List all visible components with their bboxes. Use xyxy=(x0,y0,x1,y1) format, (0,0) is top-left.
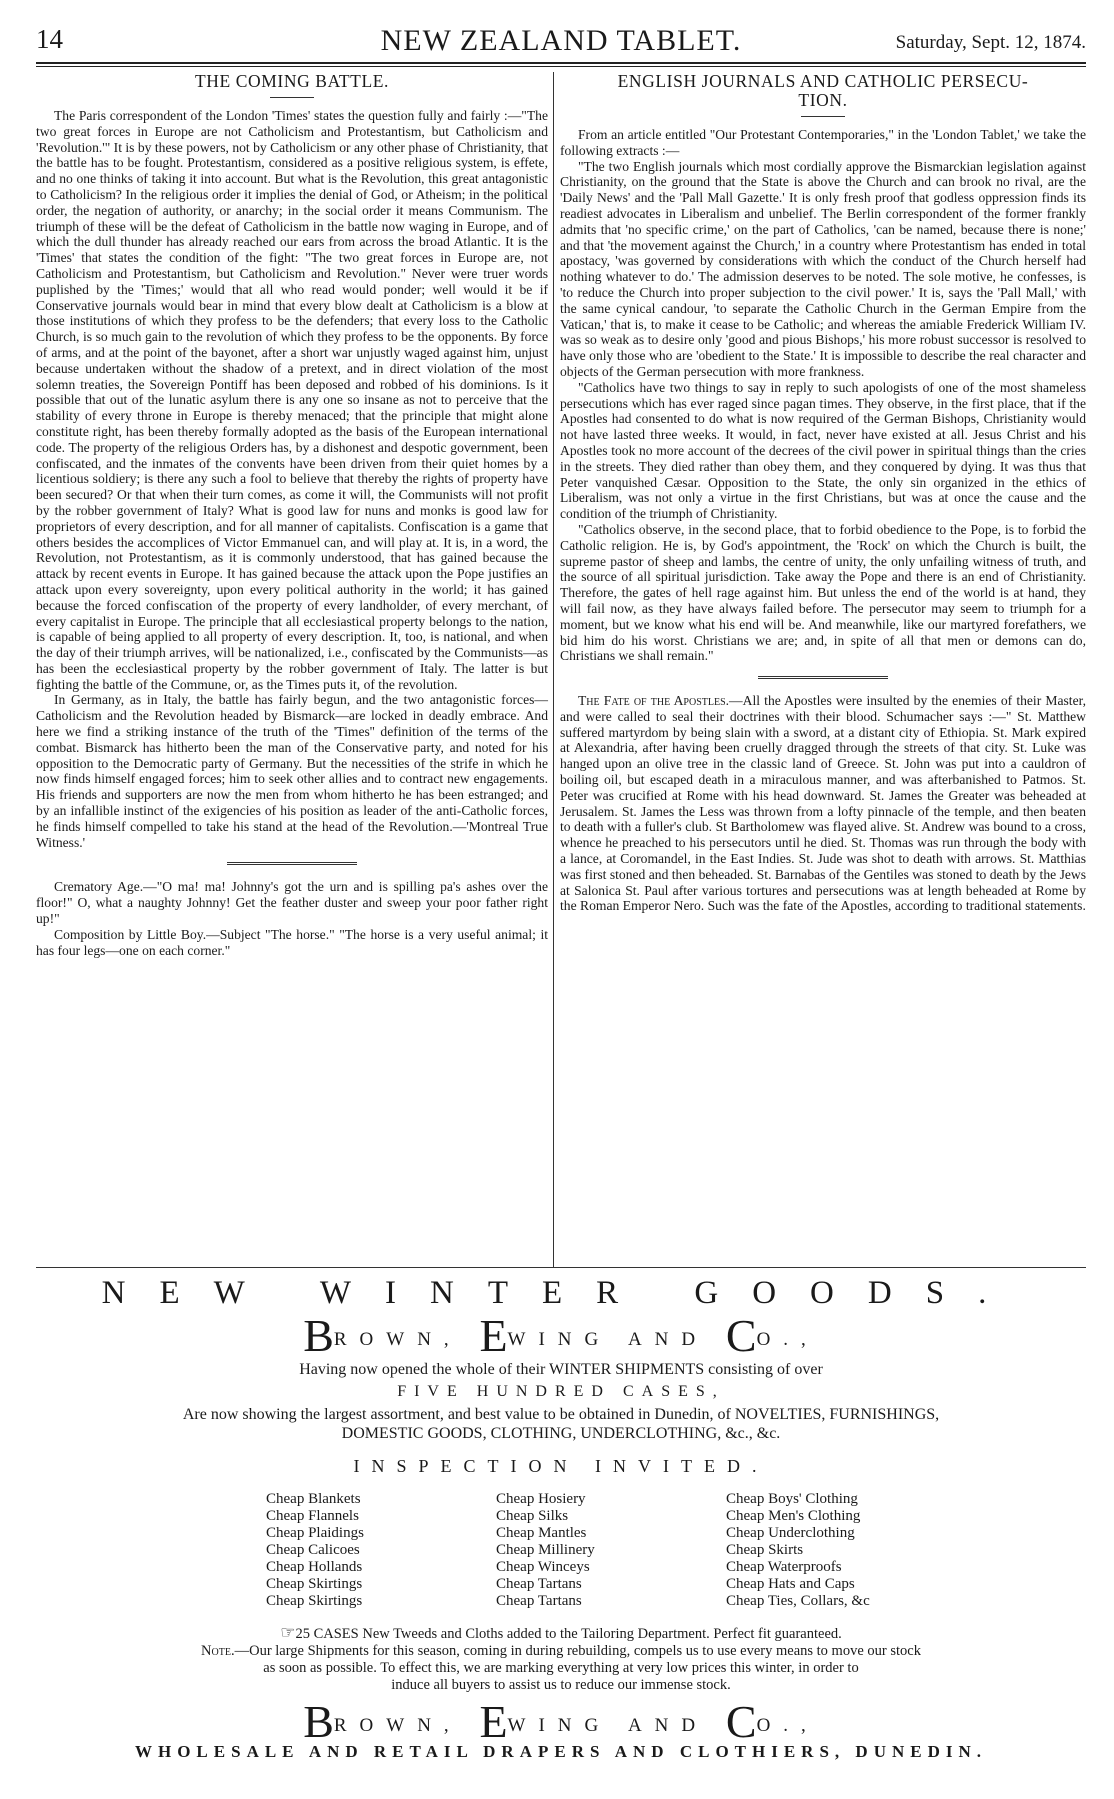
advert-item-columns xyxy=(76,1491,1086,1610)
article-heading-coming-battle: THE COMING BATTLE. xyxy=(194,71,390,91)
advert-item: Cheap Plaidings xyxy=(266,1525,364,1541)
article-paragraph: In Germany, as in Italy, the battle has fairly begun, and the two antagonistic forces—Catholicism and the Revolution headed by Bismarck—are locked in deadly embrace. And here we find a striking instance of the truth of the 'Times'' definition of the terms of the combat. Bismarck has hitherto been the man of the Conservative party, and noted for his opposition to the Democratic party of Germany. But the necessities of the strife in which he now finds himself engaged forces; him to seek other allies and to contract new engagements. His friends and supporters are now the men from whom hitherto he has been estranged; and by an infallible instinct of the exigencies of his position as leader of the anti-Catholic forces, he finds himself compelled to take his stand at the head of the Revolution.—'Montreal True Witness.' xyxy=(36,692,548,850)
firm-initial: C xyxy=(725,1310,757,1361)
advert-item: Cheap Waterproofs xyxy=(726,1559,842,1575)
firm-part: ROWN, xyxy=(333,1329,462,1350)
firm-name-bottom xyxy=(36,1696,1086,1747)
apostles-lead: The Fate of the Apostles. xyxy=(578,693,730,709)
heading-rule xyxy=(270,97,314,98)
apostles-text: —All the Apostles were insulted by the enemies of their Master, and were called to seal their doctrines with their blood. Schumacher says :—" St. Matthew suffered martyrdom by being slain with a sword, at a distant city of Ethiopia. St. Mark expired at Alexandria, after having been cruelly dragged through the streets of that city. St. Luke was hanged upon an olive tree in the classic land of Greece. St. John was put into a cauldron of boiling oil, but escaped death in a miraculous manner, and was afterbanished to Patmos. St. Peter was crucified at Rome with his head downward. St. James the Greater was beheaded at Jerusalem. St. James the Less was thrown from a lofty pinnacle of the temple, and then beaten to death with a fuller's club. St Bartholomew was flayed alive. St. Andrew was bound to a cross, whence he preached to his persecutors until he died. St. Thomas was run through the body with a lance, at Coromandel, in the East Indies. St. Jude was shot to death with arrows. St. Matthias was first stoned and then beheaded. St. Barnabas of the Gentiles was stoned to death by the Jews at Salonica St. Paul after various tortures and persecutions was at length beheaded at Rome by the Roman Emperor Nero. Such was the fate of the Apostles, according to traditional statements. xyxy=(560,693,1086,914)
advert-item: Cheap Silks xyxy=(496,1508,569,1524)
column-divider xyxy=(553,72,554,1267)
advert-note: induce all buyers to assist us to reduce our immense stock. xyxy=(391,1677,731,1693)
firm-part: O., xyxy=(756,1715,819,1736)
advert-item: Cheap Boys' Clothing xyxy=(726,1491,858,1507)
advert-intro: DOMESTIC GOODS, CLOTHING, UNDERCLOTHING, &c., &c. xyxy=(341,1425,781,1442)
left-column xyxy=(36,72,548,958)
newspaper-title: NEW ZEALAND TABLET. xyxy=(380,24,742,57)
section-rule xyxy=(227,862,357,865)
tailoring-notice xyxy=(36,1624,1086,1643)
article-paragraph: "The two English journals which most cordially approve the Bismarckian legislation against Christianity, on the ground that the State is above the Church and can brook no rival, are the 'Daily News' and the 'Pall Mall Gazette.' It is only fresh proof that godless oppression finds its readiest advocates in Liberalism and unbelief. The Berlin correspondent of the former frankly admits that 'no specific crime,' on the part of Catholics, 'can be named, because there is none;' and that 'the movement against the Church,' in a country where Protestantism has ended in total apostacy, 'was governed by considerations with which the conduct of the Church herself had nothing whatever to do.' The admission deserves to be noted. The sole motive, he confesses, is 'to reduce the Church into proper subjection to the civil power.' It is, says the 'Pall Mall,' with the same cynical candour, 'to separate the Catholic Church in the German Empire from the Vatican,' that is, to make it cease to be Catholic; and whereas the amiable Frederick William IV. was so weak as to desire only 'good and pious Bishops,' his more robust successor is resolved to have only those who are 'obedient to the State.' It is impossible to describe the real character and objects of the German persecution with more frankness. xyxy=(560,158,1086,379)
pointing-hand-icon: ☞ xyxy=(280,1623,296,1642)
firm-part: WING AND xyxy=(507,1715,709,1736)
advert-item: Cheap Men's Clothing xyxy=(726,1508,861,1524)
advert-note xyxy=(36,1643,1086,1660)
article-paragraph: "Catholics observe, in the second place, that to forbid obedience to the Pope, is to forbid the Catholic religion. He is, by God's appointment, the 'Rock' on which the Church is built, the supreme pastor of sheep and lambs, the centre of unity, the only unfailing witness of truth, and the source of all spiritual jurisdiction. Take away the Pope and there is an end of Christianity. Therefore, the gates of hell rage against him. But unless the end of the world is at hand, they will fail now, as they have always failed before. The persecutor may seem to triumph for a moment, but we know what his end will be. And meanwhile, like our martyred forefathers, we bid him do his worst. Christians we are; and, in spite of all that men or demons can do, Christians we shall remain." xyxy=(560,521,1086,664)
advert-item: Cheap Ties, Collars, &c xyxy=(726,1593,870,1609)
advert-item: Cheap Skirtings xyxy=(266,1576,363,1592)
advert-item: Cheap Skirtings xyxy=(266,1593,363,1609)
miscellany-item: Composition by Little Boy.—Subject "The horse." "The horse is a very useful animal; it has four legs—one on each corner." xyxy=(36,926,548,958)
advert-cases: FIVE HUNDRED CASES, xyxy=(397,1383,725,1400)
advert-intro: Having now opened the whole of their WINTER SHIPMENTS consisting of over xyxy=(299,1361,823,1378)
advert-inspection: INSPECTION INVITED. xyxy=(353,1456,769,1476)
note-label: Note. xyxy=(201,1643,235,1659)
advert-item: Cheap Tartans xyxy=(496,1576,582,1592)
firm-part: WING AND xyxy=(507,1329,709,1350)
issue-date: Saturday, Sept. 12, 1874. xyxy=(895,32,1086,53)
advert-item: Cheap Blankets xyxy=(266,1491,361,1507)
item-list xyxy=(726,1491,896,1610)
apostles-paragraph xyxy=(560,693,1086,914)
advert-item: Cheap Flannels xyxy=(266,1508,359,1524)
firm-part: O., xyxy=(756,1329,819,1350)
advert-item: Cheap Millinery xyxy=(496,1542,595,1558)
advertisement xyxy=(36,1270,1086,1762)
firm-initial: E xyxy=(479,1310,508,1361)
article-paragraph: The Paris correspondent of the London 'Times' states the question fully and fairly :—"The two great forces in Europe are not Catholicism and Protestantism, but Catholicism and 'Revolution.'" It is by these powers, not by Catholicism or any other phase of Christianity, that the battle has to be fought. Protestantism, considered as a positive religious system, is effete, and no one thinks of taking it into account. But what is the Revolution, this great antagonistic to Catholicism? In the religious order it implies the denial of God, or Atheism; in the political order, the negation of authority, or anarchy; in the social order it means Communism. The triumph of these will be the defeat of Catholicism in the battle now waging in Europe, and of which the dull thunder has already reached our ears from across the broad Atlantic. It is the 'Times' that states the condition of the fight: "The two great forces in Europe are, not Catholicism and Protestantism, but Catholicism and Revolution." Never were truer words puplished by the 'Times;' would that all who read would ponder; well would it be if Conservative journals would bear in mind that every blow dealt at Catholicism is a blow at those institutions of which they profess to be the defenders; that every loss to the Catholic Church, is so much gain to the revolution of which they profess to be the opponents. By force of arms, and at the point of the bayonet, after a short war unjustly waged against him, unjust because undertaken without the shadow of a pretext, and in direct violation of the most solemn treaties, the Sovereign Pontiff has been deposed and robbed of his dominions. Is it possible that out of the lunatic asylum there is any one so insane as not to perceive that the stability of every throne in Europe is thereby menaced; that the principle that might alone constitute right, has been thereby formally adopted as the basis of the European international code. The property of the religious Orders has, by a dishonest and despotic government, been confiscated, and the inmates of the convents have been driven from their quiet homes by a licentious soldiery; is there any such a fool to believe that thereby the rights of property have been secured? Or that when their turn comes, as come it will, the Communists will not profit by the robber government of Italy? What is good law for nuns and monks is good law for proprietors of every description, and for all manner of capitalists. Confiscation is a game that others besides the accomplices of Victor Emmanuel can, and will play at. It is, in a word, the Revolution, not Protestantism, as it is commonly understood, that has gained because the attack by recent events in Europe. It has gained because the attack upon the Pope justifies an attack upon every sovereignty, upon every political authority in the world; it has gained because the forced confiscation of the property of every landholder, of every merchant, of every capitalist in Europe. The principle that all ecclesiastical property belongs to the nation, is capable of being applied to all property of every description. It, too, is national, and when the day of their triumph arrives, will be nationalized, i.e., confiscated by the Communists—as has been the ecclesiastical property by the robber government of Italy. The latter is but fighting the battle of the Commune, or, as the Times puts it, of the revolution. xyxy=(36,108,548,692)
advert-item: Cheap Winceys xyxy=(496,1559,590,1575)
advert-item: Cheap Mantles xyxy=(496,1525,587,1541)
firm-name xyxy=(36,1310,1086,1361)
firm-initial: B xyxy=(303,1310,334,1361)
firm-initial: C xyxy=(725,1696,757,1747)
advert-item: Cheap Hollands xyxy=(266,1559,363,1575)
note-text: —Our large Shipments for this season, coming in during rebuilding, compels us to use every means to move our stock xyxy=(234,1643,921,1659)
article-heading-english-journals xyxy=(560,72,1086,110)
advert-title: NEW WINTER GOODS. xyxy=(101,1275,1021,1311)
item-list xyxy=(266,1491,436,1610)
advert-item: Cheap Hats and Caps xyxy=(726,1576,855,1592)
masthead-rule xyxy=(36,62,1086,67)
advert-item: Cheap Skirts xyxy=(726,1542,804,1558)
section-rule xyxy=(758,676,888,679)
miscellany-item: Crematory Age.—"O ma! ma! Johnny's got the urn and is spilling pa's ashes over the floor!" O, what a naughty Johnny! Get the feather duster and sweep your poor father right up!" xyxy=(36,879,548,927)
item-list xyxy=(496,1491,666,1610)
advert-note: as soon as possible. To effect this, we are marking everything at very low prices this winter, in order to xyxy=(263,1660,859,1676)
right-column xyxy=(560,72,1086,914)
advert-intro: Are now showing the largest assortment, and best value to be obtained in Dunedin, of NOVELTIES, FURNISHINGS, xyxy=(182,1406,940,1423)
heading-line: TION. xyxy=(798,90,848,110)
page-number: 14 xyxy=(36,24,63,54)
heading-line: ENGLISH JOURNALS AND CATHOLIC PERSECU- xyxy=(617,71,1029,91)
advert-item: Cheap Underclothing xyxy=(726,1525,855,1541)
firm-part: ROWN, xyxy=(333,1715,462,1736)
tailoring-text: 25 CASES New Tweeds and Cloths added to the Tailoring Department. Perfect fit guaranteed. xyxy=(295,1626,842,1642)
article-paragraph: From an article entitled "Our Protestant Contemporaries," in the 'London Tablet,' we take the following extracts :— xyxy=(560,127,1086,158)
firm-description: WHOLESALE AND RETAIL DRAPERS AND CLOTHIERS, DUNEDIN. xyxy=(134,1742,987,1761)
heading-rule xyxy=(801,116,845,117)
advert-item: Cheap Tartans xyxy=(496,1593,582,1609)
advert-item: Cheap Calicoes xyxy=(266,1542,360,1558)
masthead xyxy=(36,18,1086,58)
advert-item: Cheap Hosiery xyxy=(496,1491,586,1507)
article-paragraph: "Catholics have two things to say in reply to such apologists of one of the most shameless persecutions which has ever raged since pagan times. They observe, in the first place, that if the Apostles had consented to do what is now required of the German Bishops, Christianity would not have lasted three weeks. It would, in fact, never have existed at all. Jesus Christ and his Apostles took no more account of the decrees of the civil power in spiritual things than the cries in the streets. They died rather than obey them, and they conquered by dying. It was thus that Peter vanquished Cæsar. Opposition to the State, the only sin organized in the ethics of Liberalism, was not only a virtue in the first Christians, but was at once the cause and the condition of the triumph of Christianity. xyxy=(560,379,1086,522)
advert-top-rule xyxy=(36,1267,1086,1268)
firm-initial: B xyxy=(303,1696,334,1747)
firm-initial: E xyxy=(479,1696,508,1747)
